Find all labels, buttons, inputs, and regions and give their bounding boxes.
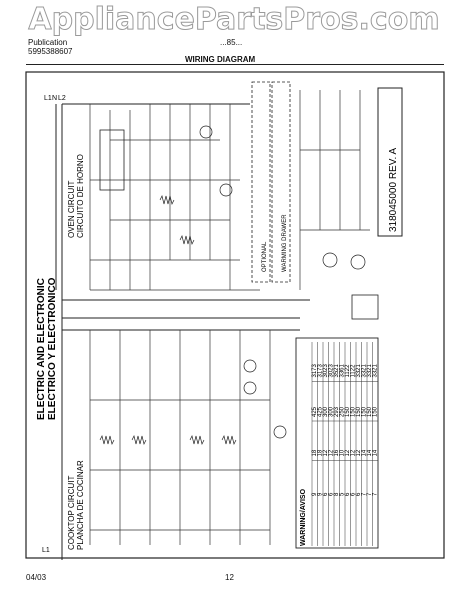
table-cell: 3023 xyxy=(328,364,335,378)
table-cell: 150 xyxy=(361,406,368,417)
table-cell: 18 xyxy=(311,449,318,457)
table-cell: 6 xyxy=(328,492,335,496)
page-number: 12 xyxy=(225,573,234,582)
table-cell: 250 xyxy=(339,406,346,417)
table-cell: 14 xyxy=(361,449,368,457)
table-cell: 1122 xyxy=(344,364,351,378)
table-cell: 6 xyxy=(350,492,357,496)
watermark-text: AppliancePartsPros.com xyxy=(28,2,440,37)
main-heading-es: ELECTRICO Y ELECTRONICO xyxy=(47,277,58,420)
table-cell: 8 xyxy=(333,492,340,496)
table-cell: 9 xyxy=(317,492,324,496)
terminal-n-top: N xyxy=(52,95,58,102)
table-cell: 3173 xyxy=(317,364,324,378)
warning-table-title: WARNING/AVISO xyxy=(300,488,307,546)
table-cell: 150 xyxy=(344,406,351,417)
table-cell: 14 xyxy=(372,449,379,457)
table-cell: 18 xyxy=(317,449,324,457)
right-upper-wiring xyxy=(300,90,370,290)
table-cell: 14 xyxy=(366,449,373,457)
oven-circuit-en: OVEN CIRCUIT xyxy=(67,180,76,238)
main-heading-en: ELECTRIC AND ELECTRONIC xyxy=(36,278,47,420)
cooktop-circuit-es: PLANCHA DE COCINAR xyxy=(76,460,85,550)
table-cell: 7 xyxy=(372,492,379,496)
table-cell: 6 xyxy=(355,492,362,496)
table-cell: 150 xyxy=(350,406,357,417)
oven-circuit-es: CIRCUITO DE HORNO xyxy=(76,154,85,238)
table-cell: 6 xyxy=(344,492,351,496)
table-cell: 9 xyxy=(311,492,318,496)
warming-drawer-label: WARMING DRAWER xyxy=(282,214,288,272)
motor-icon xyxy=(351,255,365,269)
table-cell: 16 xyxy=(333,449,340,457)
cooktop-circuit-en: COOKTOP CIRCUIT xyxy=(67,475,76,550)
table-cell: 7 xyxy=(366,492,373,496)
table-cell: 3521 xyxy=(333,364,340,378)
oven-control-box xyxy=(100,130,124,190)
table-cell: 3321 xyxy=(361,364,368,378)
optional-label: OPTIONAL xyxy=(262,241,268,272)
indicator-light-icon-1 xyxy=(244,360,256,372)
table-cell: 7 xyxy=(361,492,368,496)
table-cell: 425 xyxy=(317,406,324,417)
terminal-l2-top: L2 xyxy=(58,95,66,102)
table-cell: 3321 xyxy=(355,364,362,378)
surface-element-icon-3 xyxy=(190,436,204,444)
table-cell: 150 xyxy=(355,406,362,417)
table-cell: 10 xyxy=(339,449,346,457)
table-cell: 12 xyxy=(344,449,351,457)
table-cell: 425 xyxy=(311,406,318,417)
table-cell: 12 xyxy=(350,449,357,457)
table-cell: 300 xyxy=(322,406,329,417)
cooktop-wiring xyxy=(90,330,270,545)
warning-table xyxy=(296,338,378,548)
cooling-fan-icon xyxy=(323,253,337,267)
table-cell: 12 xyxy=(355,449,362,457)
broil-element-icon xyxy=(180,236,194,244)
table-cell: 5 xyxy=(339,492,346,496)
page-title: WIRING DIAGRAM xyxy=(185,55,256,64)
terminal-l1-bottom: L1 xyxy=(42,547,50,554)
table-cell: 3321 xyxy=(372,364,379,378)
surface-element-icon-1 xyxy=(100,436,114,444)
table-cell: 3023 xyxy=(322,364,329,378)
table-cell: 1122 xyxy=(350,364,357,378)
part-number: 5995388607 xyxy=(28,47,73,56)
indicator-light-icon-3 xyxy=(274,426,286,438)
table-cell: 3361 xyxy=(339,364,346,378)
table-cell: 293 xyxy=(333,406,340,417)
surface-element-icon-4 xyxy=(222,436,236,444)
rev-code: 318045000 REV. A xyxy=(388,147,399,232)
oven-wiring xyxy=(90,104,260,290)
surface-element-icon-2 xyxy=(132,436,146,444)
thermostat-box xyxy=(352,295,378,319)
table-cell: 12 xyxy=(328,449,335,457)
table-cell: 3321 xyxy=(366,364,373,378)
table-cell: 150 xyxy=(366,406,373,417)
table-cell: 12 xyxy=(322,449,329,457)
diagram-frame xyxy=(26,72,444,558)
footer-date: 04/03 xyxy=(26,573,47,582)
publication-label: Publication xyxy=(28,38,68,47)
terminal-l1-top: L1 xyxy=(44,95,52,102)
table-cell: 3173 xyxy=(311,364,318,378)
bake-element-icon xyxy=(160,196,174,204)
table-cell: 6 xyxy=(322,492,329,496)
table-cell: 150 xyxy=(372,406,379,417)
model-fragment: ...85... xyxy=(220,38,243,47)
indicator-light-icon-2 xyxy=(244,382,256,394)
table-cell: 300 xyxy=(328,406,335,417)
